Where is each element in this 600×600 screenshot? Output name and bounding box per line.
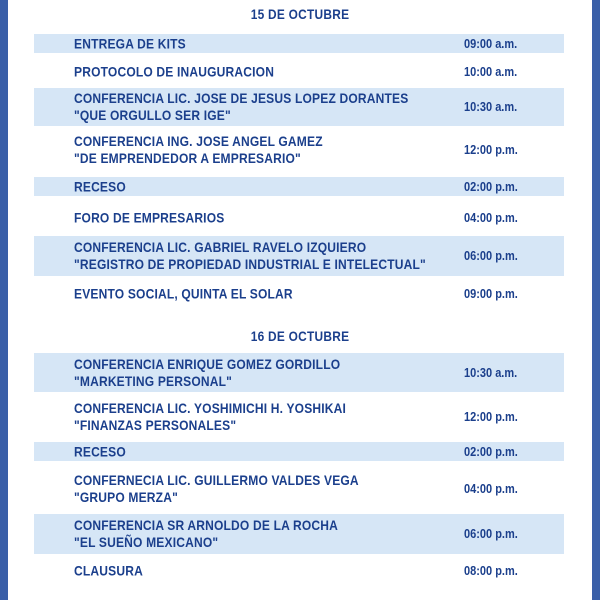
event-row: [34, 284, 564, 303]
event-row: [34, 397, 564, 437]
event-row: [34, 469, 564, 509]
event-time: 10:30 a.m.: [464, 100, 518, 114]
event-row: [34, 561, 564, 580]
event-row: [34, 514, 564, 554]
right-frame-border: [592, 0, 600, 600]
event-title: CONFERENCIA LIC. JOSE DE JESUS LOPEZ DORANTES "QUE ORGULLO SER IGE": [74, 90, 409, 123]
event-title: FORO DE EMPRESARIOS: [74, 209, 225, 225]
day-title-15-octubre: 15 DE OCTUBRE: [250, 6, 350, 22]
event-title: RECESO: [74, 178, 126, 194]
event-time: 12:00 p.m.: [464, 143, 518, 157]
event-title: CONFERENCIA SR ARNOLDO DE LA ROCHA "EL SUEÑO MEXICANO": [74, 517, 339, 550]
event-row: [34, 442, 564, 461]
event-time: 12:00 p.m.: [464, 410, 518, 424]
event-row: [34, 177, 564, 196]
event-time: 08:00 p.m.: [464, 563, 518, 578]
event-title: CONFERENCIA LIC. GABRIEL RAVELO IZQUIERO "REGISTRO DE PROPIEDAD INDUSTRIAL E INTELECTUAL": [74, 239, 426, 272]
event-row: [34, 131, 564, 169]
event-title: EVENTO SOCIAL, QUINTA EL SOLAR: [74, 285, 293, 301]
event-title: CONFERENCIA LIC. YOSHIMICHI H. YOSHIKAI "FINANZAS PERSONALES": [74, 400, 347, 433]
event-title: RECESO: [74, 443, 126, 459]
event-time: 06:00 p.m.: [464, 249, 518, 263]
event-row: [34, 236, 564, 276]
day-title-16-octubre: 16 DE OCTUBRE: [250, 328, 350, 344]
event-title: ENTREGA DE KITS: [74, 35, 186, 51]
event-row: [34, 88, 564, 126]
event-row: [34, 208, 564, 227]
event-row: [34, 34, 564, 53]
left-frame-border: [0, 0, 8, 600]
event-title: CONFERENCIA ENRIQUE GOMEZ GORDILLO "MARKETING PERSONAL": [74, 355, 341, 389]
event-title: CONFERNECIA LIC. GUILLERMO VALDES VEGA "GRUPO MERZA": [74, 472, 359, 505]
event-title: CLAUSURA: [74, 562, 143, 578]
event-time: 09:00 p.m.: [464, 286, 518, 301]
event-time: 02:00 p.m.: [464, 179, 518, 194]
event-row: [34, 62, 564, 81]
event-time: 10:00 a.m.: [464, 64, 518, 79]
event-time: 04:00 p.m.: [464, 482, 518, 496]
event-title: PROTOCOLO DE INAUGURACION: [74, 63, 275, 79]
event-time: 04:00 p.m.: [464, 210, 518, 225]
event-time: 09:00 a.m.: [464, 36, 518, 51]
event-title: CONFERENCIA ING. JOSE ANGEL GAMEZ "DE EMPRENDEDOR A EMPRESARIO": [74, 133, 323, 166]
event-row: [34, 353, 564, 392]
event-time: 10:30 a.m.: [464, 365, 518, 380]
event-time: 06:00 p.m.: [464, 527, 518, 541]
event-time: 02:00 p.m.: [464, 444, 518, 459]
